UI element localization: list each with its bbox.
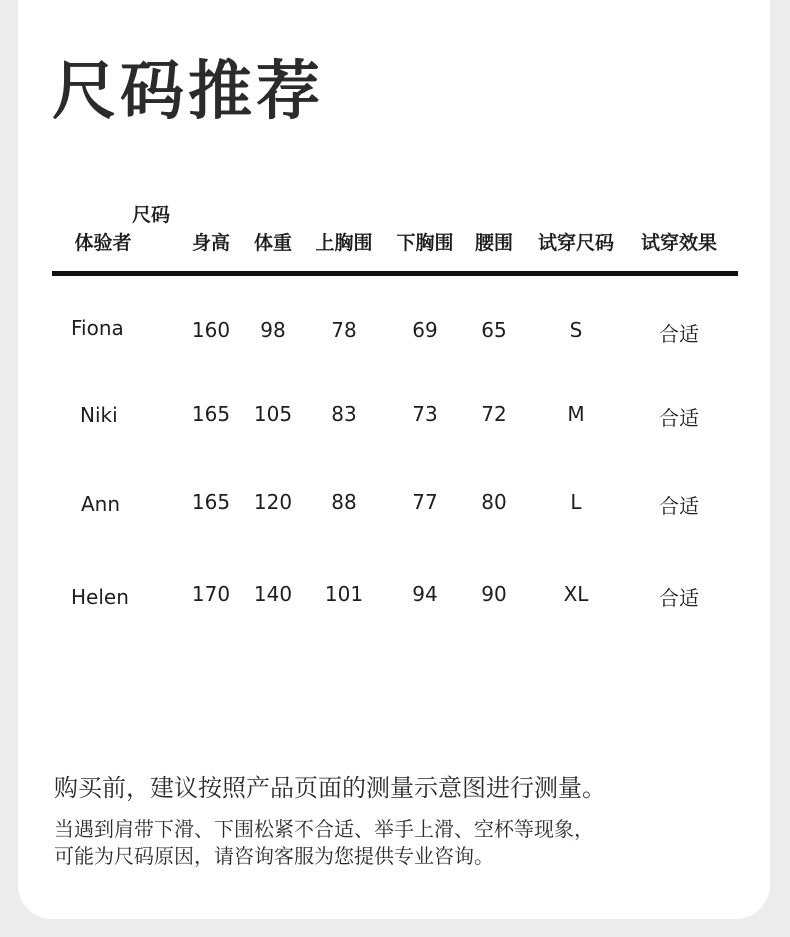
tester-name: Helen bbox=[71, 585, 129, 609]
under-bust-value: 77 bbox=[412, 490, 438, 514]
header-corner-size: 尺码 bbox=[132, 204, 171, 226]
fit-value: 合适 bbox=[659, 586, 699, 610]
size-value: L bbox=[570, 490, 582, 514]
header-trial-fit: 试穿效果 bbox=[640, 232, 718, 254]
tester-name: Fiona bbox=[71, 316, 124, 340]
header-divider bbox=[52, 271, 738, 276]
upper-bust-value: 78 bbox=[331, 318, 357, 342]
under-bust-value: 73 bbox=[412, 402, 438, 426]
size-value: XL bbox=[563, 582, 589, 606]
fit-value: 合适 bbox=[659, 322, 699, 346]
under-bust-value: 69 bbox=[412, 318, 438, 342]
fit-issue-note-line1: 当遇到肩带下滑、下围松紧不合适、举手上滑、空杯等现象， bbox=[54, 817, 594, 841]
header-waist: 腰围 bbox=[474, 232, 514, 254]
waist-value: 80 bbox=[481, 490, 507, 514]
header-corner-tester: 体验者 bbox=[74, 232, 132, 254]
upper-bust-value: 83 bbox=[331, 402, 357, 426]
header-height: 身高 bbox=[191, 232, 231, 254]
header-under-bust: 下胸围 bbox=[396, 232, 454, 254]
fit-value: 合适 bbox=[659, 406, 699, 430]
tester-name: Ann bbox=[81, 492, 121, 516]
weight-value: 120 bbox=[253, 490, 293, 514]
size-value: M bbox=[567, 402, 585, 426]
height-value: 165 bbox=[191, 402, 231, 426]
fit-value: 合适 bbox=[659, 494, 699, 518]
page-title: 尺码推荐 bbox=[52, 55, 324, 129]
waist-value: 65 bbox=[481, 318, 507, 342]
height-value: 170 bbox=[191, 582, 231, 606]
upper-bust-value: 101 bbox=[324, 582, 364, 606]
measurement-advice: 购买前，建议按照产品页面的测量示意图进行测量。 bbox=[54, 774, 606, 802]
waist-value: 90 bbox=[481, 582, 507, 606]
header-upper-bust: 上胸围 bbox=[315, 232, 373, 254]
waist-value: 72 bbox=[481, 402, 507, 426]
weight-value: 140 bbox=[253, 582, 293, 606]
under-bust-value: 94 bbox=[412, 582, 438, 606]
header-weight: 体重 bbox=[253, 232, 293, 254]
fit-issue-note-line2: 可能为尺码原因，请咨询客服为您提供专业咨询。 bbox=[54, 844, 494, 868]
fit-issue-note bbox=[54, 816, 734, 870]
tester-name: Niki bbox=[80, 403, 118, 427]
height-value: 165 bbox=[191, 490, 231, 514]
upper-bust-value: 88 bbox=[331, 490, 357, 514]
weight-value: 105 bbox=[253, 402, 293, 426]
weight-value: 98 bbox=[260, 318, 286, 342]
header-trial-size: 试穿尺码 bbox=[537, 232, 615, 254]
size-value: S bbox=[569, 318, 583, 342]
height-value: 160 bbox=[191, 318, 231, 342]
